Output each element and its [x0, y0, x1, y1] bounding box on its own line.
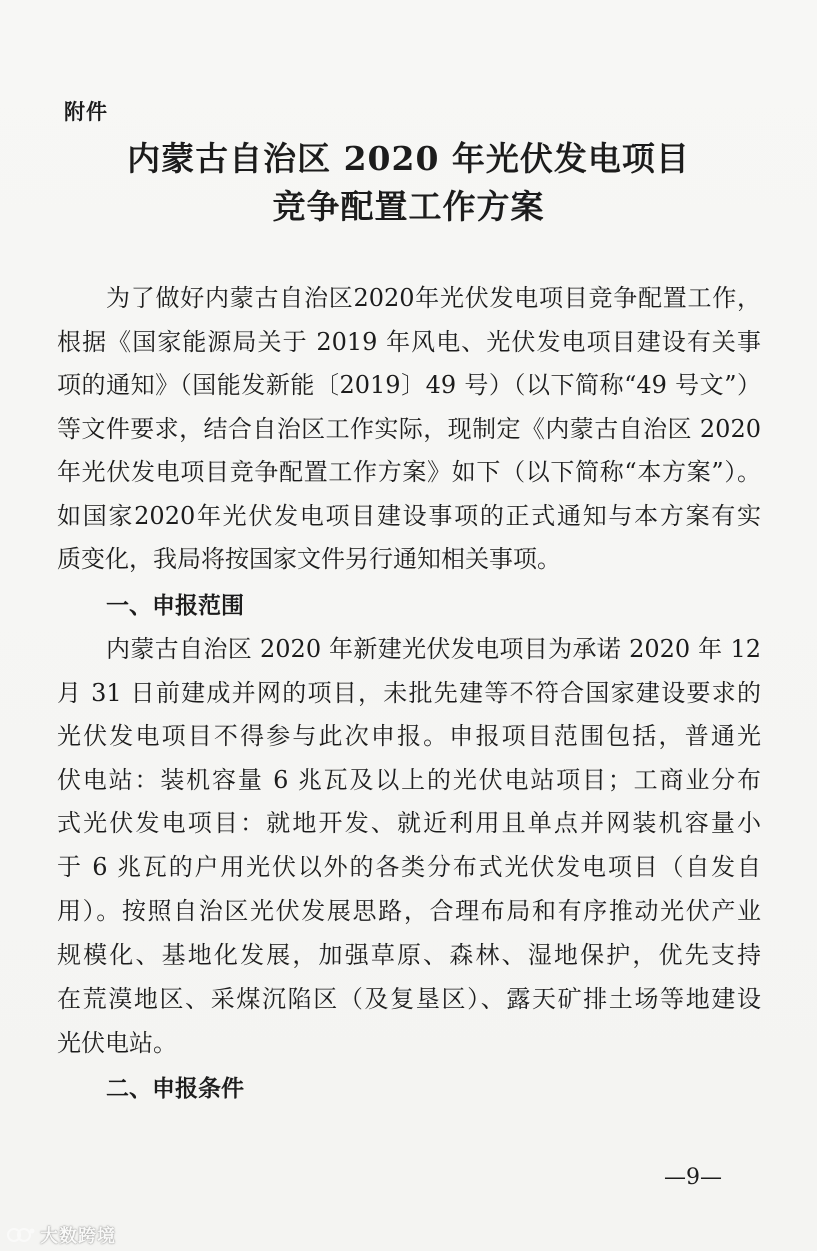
document-title-line-2: 竞争配置工作方案 — [272, 187, 545, 226]
section1-paragraph-line: 内蒙古自治区 2020 年新建光伏发电项目为承诺 2020 年 12 — [106, 635, 761, 663]
section1-paragraph-line: 在荒漠地区、采煤沉陷区（及复垦区）、露天矿排土场等地建设 — [57, 985, 761, 1013]
section1-paragraph-line: 光伏电站。 — [57, 1029, 177, 1057]
attachment-label: 附件 — [64, 100, 108, 124]
page-number: —9— — [664, 1165, 722, 1190]
section1-paragraph-line: 用）。按照自治区光伏发展思路，合理布局和有序推动光伏产业 — [57, 897, 761, 925]
intro-paragraph-line: 质变化，我局将按国家文件另行通知相关事项。 — [57, 545, 561, 573]
section1-paragraph-line: 光伏发电项目不得参与此次申报。申报项目范围包括，普通光 — [57, 722, 761, 750]
section1-paragraph-line: 式光伏发电项目：就地开发、就近利用且单点并网装机容量小 — [57, 809, 761, 837]
intro-paragraph-line: 等文件要求，结合自治区工作实际，现制定《内蒙古自治区 2020 — [57, 415, 761, 443]
intro-paragraph-line: 年光伏发电项目竞争配置工作方案》如下（以下简称“本方案”）。 — [57, 458, 761, 486]
section-heading-scope: 一、申报范围 — [106, 593, 244, 619]
watermark-text: 大数跨境 — [40, 1226, 116, 1247]
intro-paragraph-line: 如国家2020年光伏发电项目建设事项的正式通知与本方案有实 — [57, 502, 761, 530]
intro-paragraph-line: 根据《国家能源局关于 2019 年风电、光伏发电项目建设有关事 — [57, 328, 761, 356]
intro-paragraph-line: 项的通知》（国能发新能〔2019〕49 号）（以下简称“49 号文”） — [57, 371, 761, 399]
section-heading-conditions: 二、申报条件 — [106, 1076, 244, 1102]
document-title-line-1: 内蒙古自治区 2020 年光伏发电项目 — [127, 139, 690, 178]
watermark — [6, 1222, 116, 1248]
section1-paragraph-line: 规模化、基地化发展，加强草原、森林、湿地保护，优先支持 — [57, 941, 761, 969]
section1-paragraph-line: 月 31 日前建成并网的项目，未批先建等不符合国家建设要求的 — [57, 679, 761, 707]
section1-paragraph-line: 于 6 兆瓦的户用光伏以外的各类分布式光伏发电项目（自发自 — [57, 853, 761, 881]
section1-paragraph-line: 伏电站：装机容量 6 兆瓦及以上的光伏电站项目；工商业分布 — [57, 766, 761, 794]
watermark-logo-icon — [6, 1225, 36, 1245]
intro-paragraph-line: 为了做好内蒙古自治区2020年光伏发电项目竞争配置工作， — [106, 284, 761, 312]
